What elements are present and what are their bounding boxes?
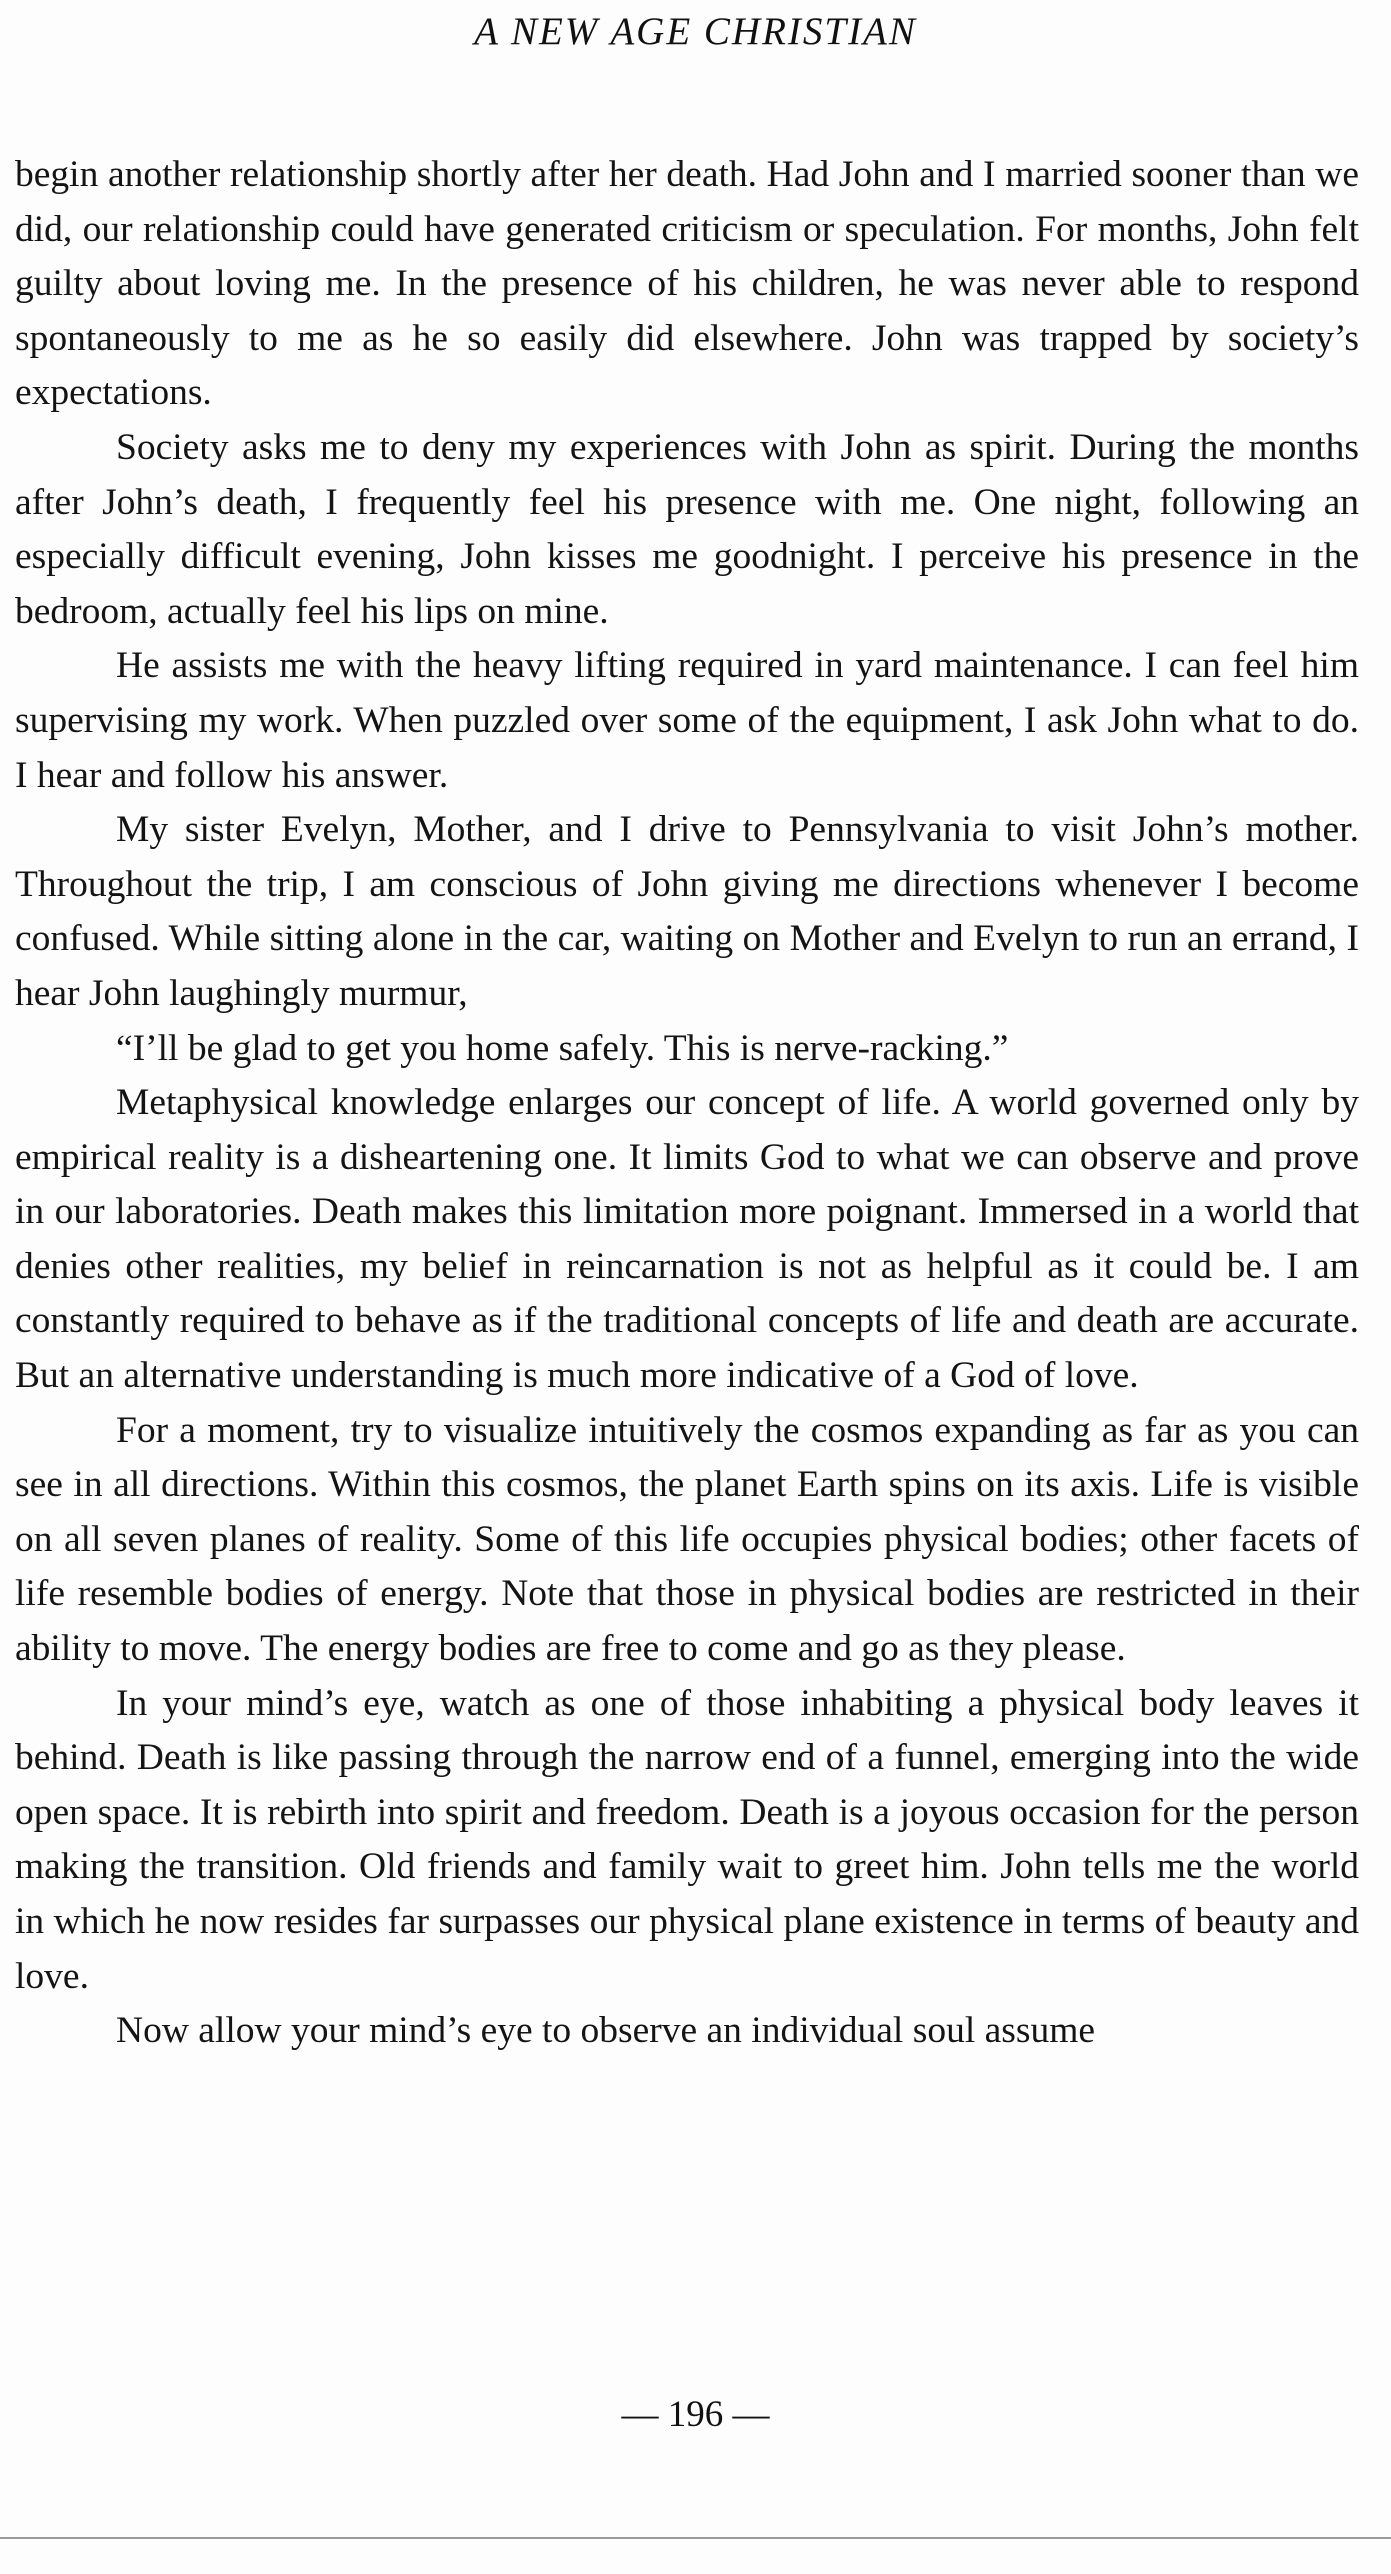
paragraph: Society asks me to deny my experiences with John as spirit. During the months after John’s death, I frequently feel his presence with me. One night, following an especially difficult evening, John kisses me goodnight. I perceive his presence in the bedroom, actually feel his lips on mine. bbox=[15, 426, 1359, 632]
paragraph: My sister Evelyn, Mother, and I drive to Pennsylvania to visit John’s mother. Throughout the trip, I am conscious of John giving me directions whenever I become confused. While sitting alone in the car, waiting on Mother and Evelyn to run an errand, I hear John laughingly murmur, bbox=[15, 809, 1359, 1014]
paragraph: He assists me with the heavy lifting required in yard maintenance. I can feel him supervising my work. When puzzled over some of the equipment, I ask John what to do. I hear and follow his answer. bbox=[15, 645, 1359, 796]
paragraph-continues: Now allow your mind’s eye to observe an individual soul assume bbox=[116, 2010, 1096, 2052]
paragraph-continued: begin another relationship shortly after her death. Had John and I married sooner than we did, our relationship could have generated criticism or speculation. For months, John felt guilty about loving me. In the presence of his children, he was never able to respond spontaneously to me as he so easily did elsewhere. John was trapped by society’s expectations. bbox=[15, 154, 1359, 414]
running-head-title: A NEW AGE CHRISTIAN bbox=[474, 10, 917, 53]
paragraph: In your mind’s eye, watch as one of those inhabiting a physical body leaves it behind. Death is like passing through the narrow end of a funnel, emerging into the wide open space. It is rebirth into spirit and freedom. Death is a joyous occasion for the person making the transition. Old friends and family wait to greet him. John tells me the world in which he now resides far surpasses our physical plane existence in terms of beauty and love. bbox=[15, 1682, 1359, 1997]
page-number: — 196 — bbox=[621, 2394, 770, 2435]
scan-edge-rule bbox=[0, 2537, 1391, 2539]
paragraph: For a moment, try to visualize intuitively the cosmos expanding as far as you can see in all directions. Within this cosmos, the planet Earth spins on its axis. Life is visible on all seven planes of reality. Some of this life occupies physical bodies; other facets of life resemble bodies of energy. Note that those in physical bodies are restricted in their ability to move. The energy bodies are free to come and go as they please. bbox=[15, 1409, 1359, 1670]
quoted-line: “I’ll be glad to get you home safely. This is nerve-racking.” bbox=[116, 1027, 1009, 1069]
page-body bbox=[15, 148, 1359, 2059]
paragraph: Metaphysical knowledge enlarges our concept of life. A world governed only by empirical reality is a disheartening one. It limits God to what we can observe and prove in our laboratories. Death makes this limitation more poignant. Immersed in a world that denies other realities, my belief in reincarnation is not as helpful as it could be. I am constantly required to behave as if the traditional concepts of life and death are accurate. But an alternative understanding is much more indicative of a God of love. bbox=[15, 1082, 1359, 1397]
